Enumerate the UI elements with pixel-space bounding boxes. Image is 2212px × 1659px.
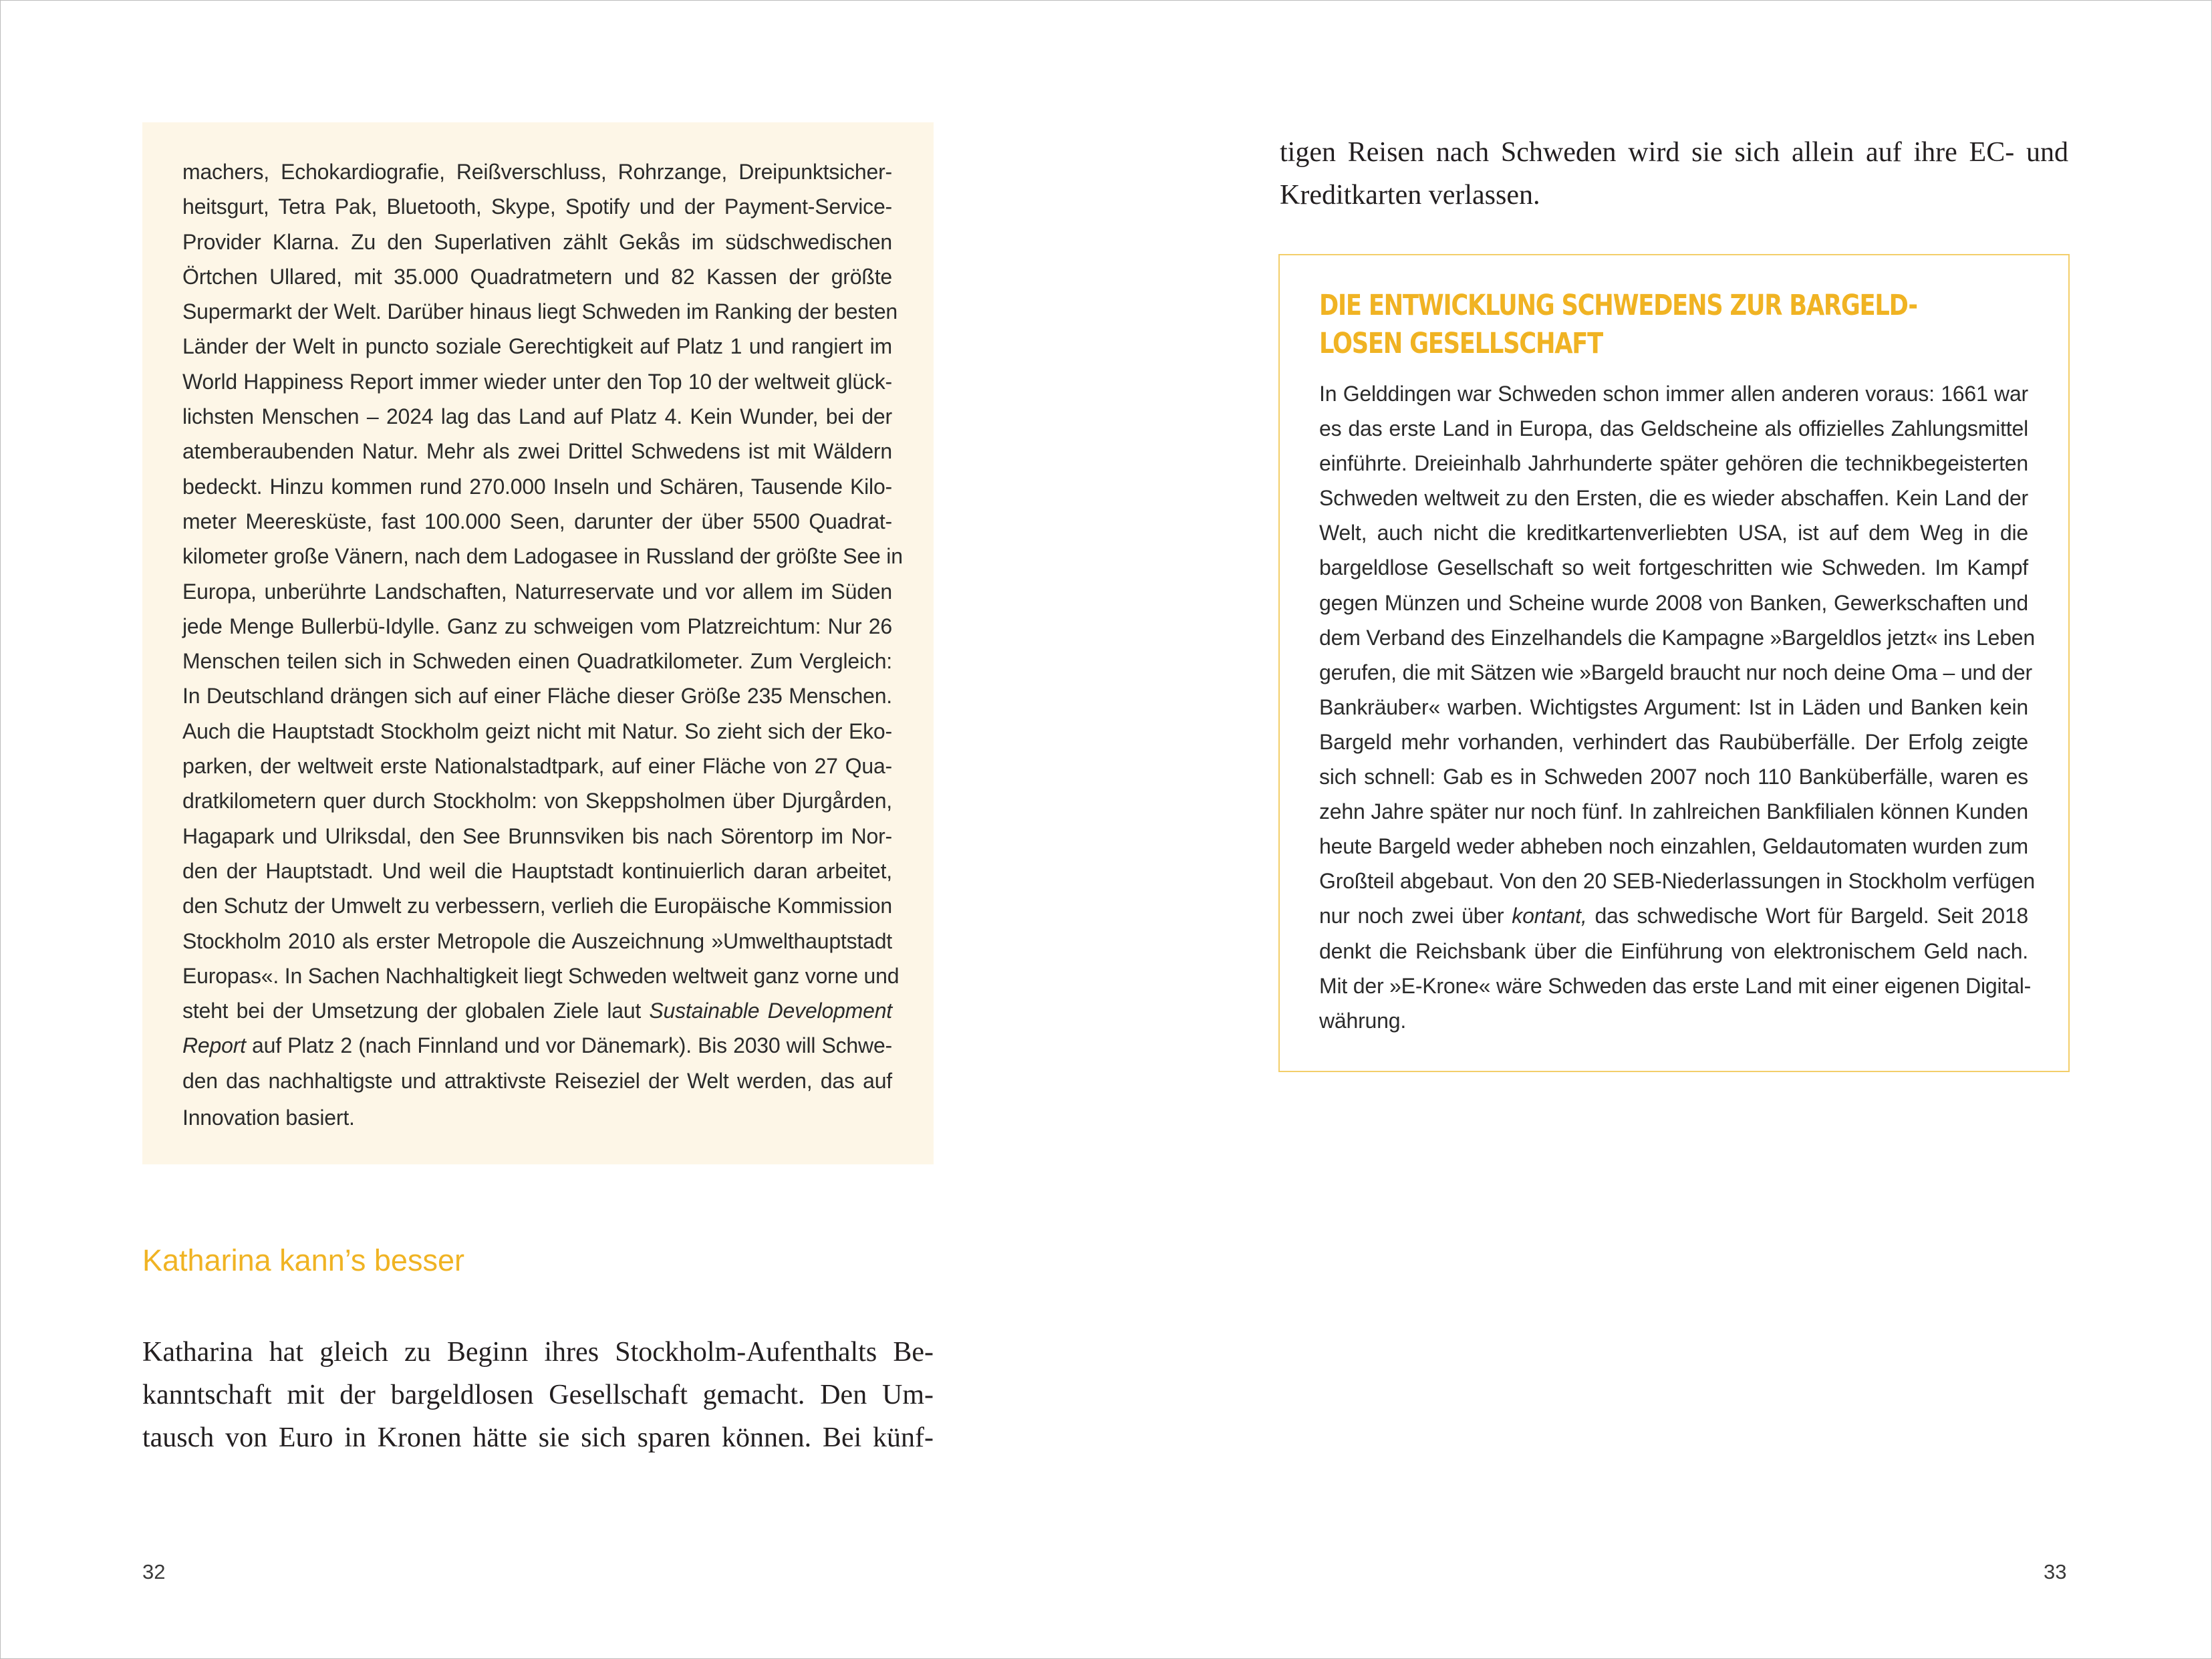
body-line: tigen Reisen nach Schweden wird sie sich allein auf ihre EC- und [1280,137,2068,168]
fact-line: In Gelddingen war Schweden schon immer allen anderen voraus: 1661 war [1319,382,2028,406]
fact-line: Welt, auch nicht die kreditkartenverliebten USA, ist auf dem Weg in die [1319,521,2028,545]
info-line: Innovation basiert. [182,1106,355,1130]
fact-line: gegen Münzen und Scheine wurde 2008 von Banken, Gewerkschaften und [1319,590,2028,615]
fact-line: Bargeld mehr vorhanden, verhindert das Raubüberfälle. Der Erfolg zeigte [1319,729,2028,754]
fact-box-cashless-society [1278,254,2070,1072]
italic-term: Sustainable Development [649,999,892,1023]
info-line-text: auf Platz 2 (nach Finnland und vor Dänemark). Bis 2030 will Schwe- [245,1033,892,1058]
fact-box-text [1319,376,2035,1038]
fact-line: Mit der »E-Krone« wäre Schweden das erste Land mit einer eigenen Digital- [1319,973,2032,998]
fact-line-text: das schwedische Wort für Bargeld. Seit 2018 [1586,904,2029,928]
info-line: World Happiness Report immer wieder unter den Top 10 der weltweit glück- [182,369,892,394]
fact-box-title [1319,287,1917,363]
info-line: lichsten Menschen – 2024 lag das Land auf Platz 4. Kein Wunder, bei der [182,404,892,429]
fact-line: bargeldlose Gesellschaft so weit fortgeschritten wie Schweden. Im Kampf [1319,555,2028,580]
fact-line: gerufen, die mit Sätzen wie »Bargeld braucht nur noch deine Oma – und der [1319,660,2032,684]
fact-line: Schweden weltweit zu den Ersten, die es wieder abschaffen. Kein Land der [1319,486,2028,511]
body-line: kanntschaft mit der bargeldlosen Gesellschaft gemacht. Den Um- [142,1380,934,1410]
info-line: bedeckt. Hinzu kommen rund 270.000 Inseln und Schären, Tausende Kilo- [182,474,892,499]
info-box-lines [182,154,903,1137]
info-line: Supermarkt der Welt. Darüber hinaus liegt Schweden im Ranking der besten [182,299,898,324]
info-line: heitsgurt, Tetra Pak, Bluetooth, Skype, Spotify und der Payment-Service- [182,195,892,219]
info-line: den Schutz der Umwelt zu verbessern, verlieh die Europäische Kommission [182,894,892,918]
info-line: parken, der weltweit erste Nationalstadtpark, auf einer Fläche von 27 Qua- [182,754,892,779]
info-line: Europas«. In Sachen Nachhaltigkeit liegt Schweden weltweit ganz vorne und [182,963,900,988]
info-line-text: steht bei der Umsetzung der globalen Ziele laut [182,999,650,1023]
italic-term: Report [182,1033,246,1058]
info-line [182,993,892,1028]
fact-box-title-line: DIE ENTWICKLUNG SCHWEDENS ZUR BARGELD- [1319,289,1917,322]
body-line: Kreditkarten verlassen. [1280,180,1540,211]
fact-line: dem Verband des Einzelhandels die Kampagne »Bargeldlos jetzt« ins Leben [1319,625,2035,650]
fact-line: zehn Jahre später nur noch fünf. In zahlreichen Bankfilialen können Kunden [1319,799,2028,824]
body-line: Katharina hat gleich zu Beginn ihres Stockholm-Aufenthalts Be- [142,1337,934,1368]
fact-line: einführte. Dreieinhalb Jahrhunderte später gehören die technikbegeisterten [1319,451,2028,476]
page-number-right: 33 [2044,1560,2067,1583]
info-line: machers, Echokardiografie, Reißverschluss, Rohrzange, Dreipunktsicher- [182,160,892,184]
fact-line: es das erste Land in Europa, das Geldscheine als offizielles Zahlungsmittel [1319,416,2028,441]
info-line: atemberaubenden Natur. Mehr als zwei Drittel Schwedens ist mit Wäldern [182,439,892,464]
left-body-text [142,1331,934,1459]
fact-line: heute Bargeld weder abheben noch einzahlen, Geldautomaten wurden zum [1319,834,2028,859]
section-heading: Katharina kann’s besser [142,1243,464,1277]
info-line: Örtchen Ullared, mit 35.000 Quadratmetern und 82 Kassen der größte [182,264,892,289]
info-line: Länder der Welt in puncto soziale Gerechtigkeit auf Platz 1 und rangiert im [182,334,892,359]
info-line: Menschen teilen sich in Schweden einen Quadratkilometer. Zum Vergleich: [182,649,892,674]
info-line: In Deutschland drängen sich auf einer Fläche dieser Größe 235 Menschen. [182,684,892,709]
fact-line: Großteil abgebaut. Von den 20 SEB-Niederlassungen in Stockholm verfügen [1319,869,2035,894]
info-line: kilometer große Vänern, nach dem Ladogasee in Russland der größte See in [182,544,903,569]
info-line: den das nachhaltigste und attraktivste Reiseziel der Welt werden, das auf [182,1068,892,1093]
info-line: dratkilometern quer durch Stockholm: von Skeppsholmen über Djurgården, [182,789,892,813]
info-line: Europa, unberührte Landschaften, Naturreservate und vor allem im Süden [182,579,892,604]
fact-line: Bankräuber« warben. Wichtigstes Argument: Ist in Läden und Banken kein [1319,694,2028,719]
info-line: Stockholm 2010 als erster Metropole die Auszeichnung »Umwelthauptstadt [182,928,892,953]
right-body-text [1280,131,2068,217]
info-box-sweden-facts [142,122,934,1164]
fact-line: währung. [1319,1008,1407,1033]
fact-box-title-line: LOSEN GESELLSCHAFT [1319,327,1603,360]
italic-term: kontant, [1512,904,1587,928]
page-number-left: 32 [142,1560,166,1583]
info-line: Provider Klarna. Zu den Superlativen zählt Gekås im südschwedischen [182,229,892,254]
info-line: Auch die Hauptstadt Stockholm geizt nicht mit Natur. So zieht sich der Eko- [182,719,892,743]
info-line: den der Hauptstadt. Und weil die Hauptstadt kontinuierlich daran arbeitet, [182,858,892,883]
fact-line-text: nur noch zwei über [1319,904,1512,928]
info-line: Hagapark und Ulriksdal, den See Brunnsviken bis nach Sörentorp im Nor- [182,823,892,848]
info-line: meter Meeresküste, fast 100.000 Seen, darunter der über 5500 Quadrat- [182,509,892,533]
fact-line [1319,898,2028,933]
info-line [182,1028,892,1063]
fact-line: denkt die Reichsbank über die Einführung von elektronischem Geld nach. [1319,938,2028,963]
fact-line: sich schnell: Gab es in Schweden 2007 noch 110 Banküberfälle, waren es [1319,765,2028,789]
body-line: tausch von Euro in Kronen hätte sie sich sparen können. Bei künf- [142,1422,934,1453]
info-line: jede Menge Bullerbü-Idylle. Ganz zu schweigen vom Platzreichtum: Nur 26 [182,614,892,638]
